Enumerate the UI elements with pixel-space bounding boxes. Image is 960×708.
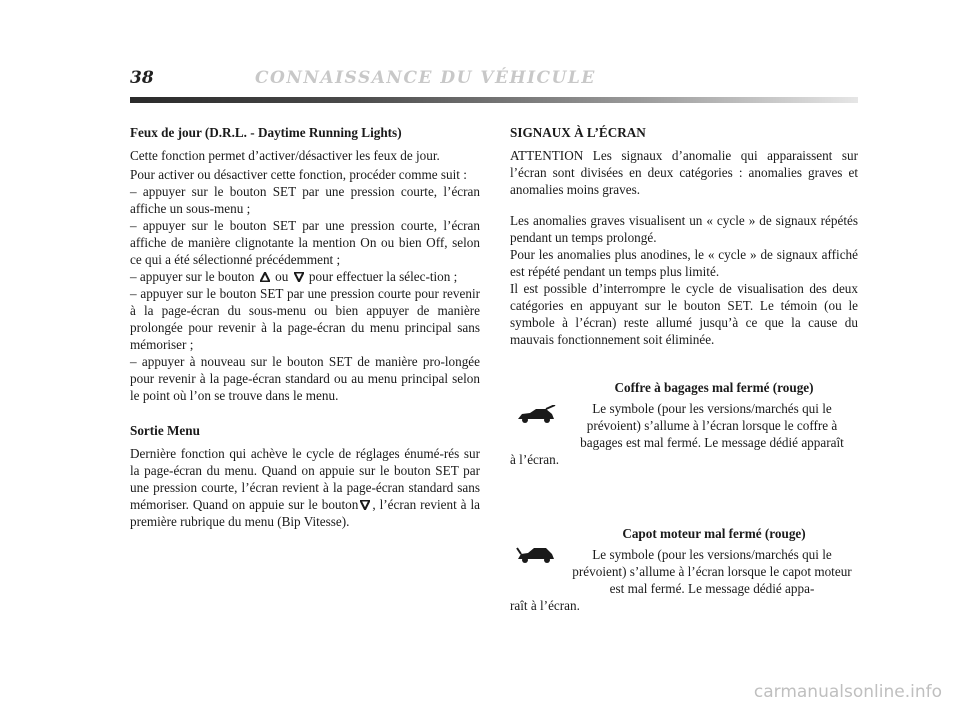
hood-warning-title: Capot moteur mal fermé (rouge) <box>622 526 806 542</box>
trunk-warning <box>510 379 858 468</box>
drl-paragraph-1: Cette fonction permet d’activer/désactiver les feux de jour. <box>130 148 440 163</box>
trunk-warning-title: Coffre à bagages mal fermé (rouge) <box>614 380 814 396</box>
hood-open-icon <box>516 545 556 569</box>
hood-warning-text: Le symbole (pour les versions/marchés qui le prévoient) s’allume à l’écran lorsque le capot moteur est mal fermé. Le message dédié appa- <box>572 547 852 597</box>
trunk-warning-text: Le symbole (pour les versions/marchés qui le prévoient) s’allume à l’écran lorsque le coffre à bagages est mal fermé. Le message dédié apparaît <box>580 401 844 451</box>
right-column <box>510 124 858 614</box>
drl-step-2: – appuyer sur le bouton SET par une pression courte, l’écran affiche de manière clignotante la mention On ou bien Off, selon ce qui a été sélectionné précédemment ; <box>130 218 480 267</box>
triangle-down-icon <box>294 272 304 282</box>
hood-warning-tail: raît à l’écran. <box>510 598 580 614</box>
page-number: 38 <box>130 68 154 88</box>
signals-heading: SIGNAUX À L’ÉCRAN <box>510 125 646 140</box>
exit-paragraph-start: Dernière fonction qui achève le cycle de réglages énumé-rés sur la page-écran du menu. Quand on appuie sur le bouton SET par une pression courte, l’écran revient à la page-écran standard sans mémoriser. Quand on appuie sur le bouton <box>130 446 480 512</box>
trunk-warning-tail: à l’écran. <box>510 452 560 468</box>
triangle-down-icon <box>360 500 370 510</box>
signals-paragraph-4: Il est possible d’interrompre le cycle de visualisation des deux catégories en appuyant sur le bouton SET. Le témoin (ou le symbole à l’écran) reste allumé jusqu’à ce que la cause du mauvais fonctionnement soit éliminée. <box>510 281 858 347</box>
exit-paragraph <box>130 445 480 530</box>
drl-step-3-or: ou <box>275 269 289 284</box>
exit-heading: Sortie Menu <box>130 423 200 438</box>
signals-paragraph-3: Pour les anomalies plus anodines, le « cycle » de signaux affiché est répété pendant un temps plus limité. <box>510 247 858 279</box>
drl-step-3-start: – appuyer sur le bouton <box>130 269 255 284</box>
drl-paragraph-2: Pour activer ou désactiver cette fonction, procéder comme suit : <box>130 167 467 182</box>
left-column <box>130 124 480 530</box>
drl-step-3 <box>130 268 480 285</box>
drl-step-4: – appuyer sur le bouton SET par une pression courte pour revenir à la page-écran du sous-menu ou bien appuyer de manière prolongée pour revenir à la page-écran du menu principal sans mémoriser ; <box>130 286 480 352</box>
watermark: carmanualsonline.info <box>753 682 942 702</box>
drl-heading: Feux de jour (D.R.L. - Daytime Running Lights) <box>130 125 402 140</box>
signals-attention: ATTENTION Les signaux d’anomalie qui apparaissent sur l’écran sont divisées en deux catégories : anomalies graves et anomalies moins graves. <box>510 148 858 197</box>
drl-step-5: – appuyer à nouveau sur le bouton SET de manière pro-longée pour revenir à la page-écran standard ou au menu principal selon le point où l’on se trouve dans le menu. <box>130 354 480 403</box>
triangle-up-icon <box>260 272 270 282</box>
trunk-open-icon <box>516 405 556 429</box>
drl-step-1: – appuyer sur le bouton SET par une pression courte, l’écran affiche un sous-menu ; <box>130 184 480 216</box>
signals-paragraph-2: Les anomalies graves visualisent un « cycle » de signaux répétés pendant un temps prolongé. <box>510 213 858 245</box>
hood-warning <box>510 525 858 614</box>
exit-paragraph-end: , l’écran revient à la première rubrique du menu (Bip Vitesse). <box>130 497 480 529</box>
drl-step-3-end: pour effectuer la sélec-tion ; <box>308 269 458 284</box>
header-rule <box>130 97 858 103</box>
running-head: CONNAISSANCE DU VÉHICULE <box>255 68 596 88</box>
